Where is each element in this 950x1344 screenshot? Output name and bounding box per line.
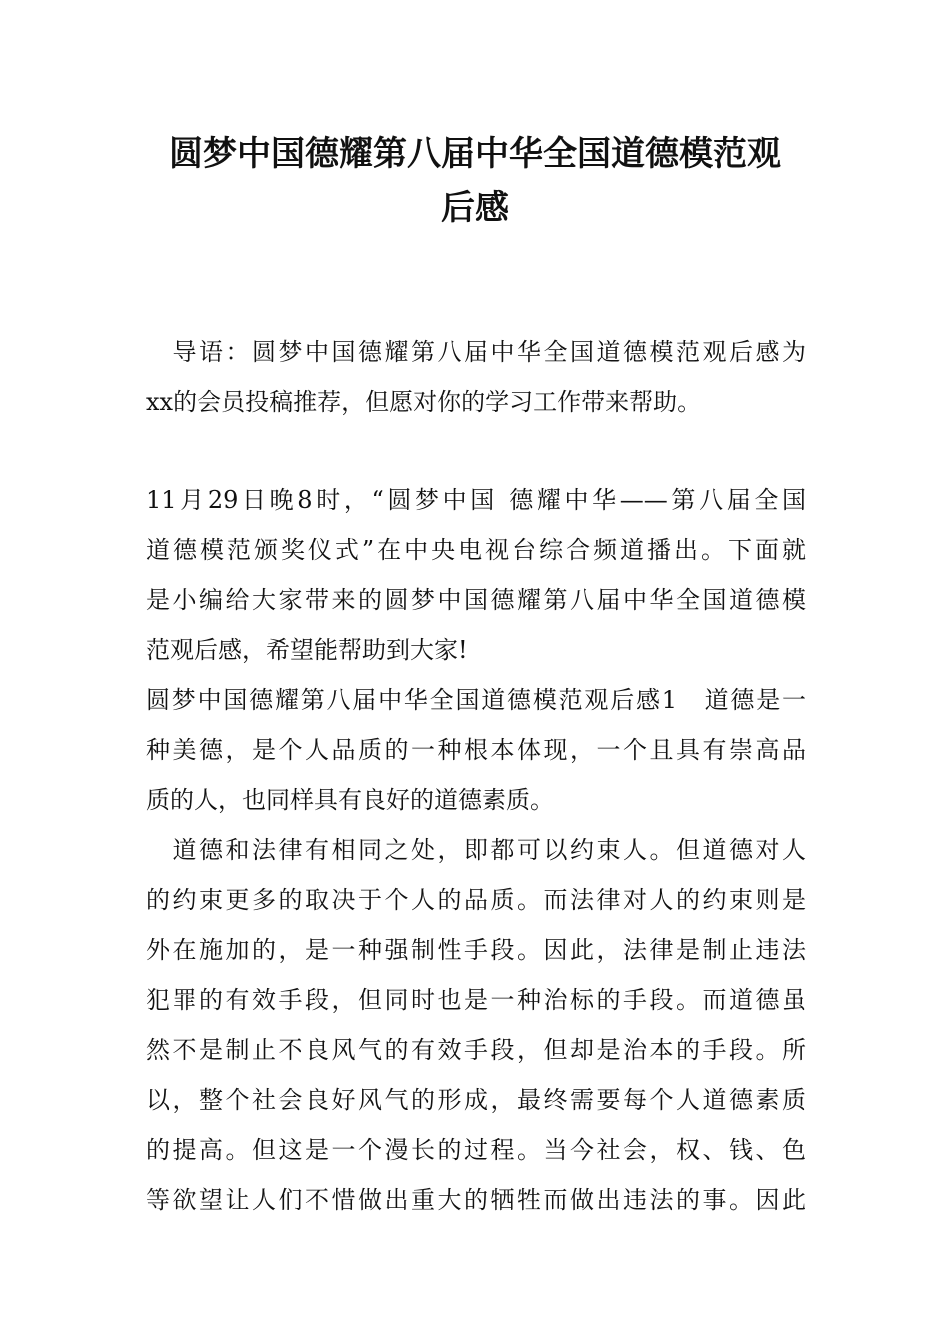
paragraph-1-line-1: 11月29日晚8时，“圆梦中国 德耀中华——第八届全国 [146, 486, 806, 514]
paragraph-1-line-3: 是小编给大家带来的圆梦中国德耀第八届中华全国道德模 [146, 586, 806, 614]
document-title-line-2: 后感 [441, 188, 509, 228]
paragraph-3-line-2: 的约束更多的取决于个人的品质。而法律对人的约束则是 [146, 886, 806, 914]
intro-line-2: xx的会员投稿推荐，但愿对你的学习工作带来帮助。 [146, 388, 702, 416]
paragraph-3-line-4: 犯罪的有效手段，但同时也是一种治标的手段。而道德虽 [146, 986, 806, 1014]
document-title-line-1: 圆梦中国德耀第八届中华全国道德模范观 [169, 134, 781, 174]
paragraph-3-line-5: 然不是制止不良风气的有效手段，但却是治本的手段。所 [146, 1036, 806, 1064]
paragraph-1-line-2: 道德模范颁奖仪式”在中央电视台综合频道播出。下面就 [146, 536, 806, 564]
intro-line-1: 导语：圆梦中国德耀第八届中华全国道德模范观后感为 [146, 338, 806, 366]
paragraph-3-line-7: 的提高。但这是一个漫长的过程。当今社会，权、钱、色 [146, 1136, 806, 1164]
paragraph-3-line-1: 道德和法律有相同之处，即都可以约束人。但道德对人 [146, 836, 806, 864]
paragraph-2-line-1: 圆梦中国德耀第八届中华全国道德模范观后感1 道德是一 [146, 686, 806, 714]
paragraph-3-line-6: 以，整个社会良好风气的形成，最终需要每个人道德素质 [146, 1086, 806, 1114]
paragraph-2-line-3: 质的人，也同样具有良好的道德素质。 [146, 786, 554, 814]
paragraph-3-line-3: 外在施加的，是一种强制性手段。因此，法律是制止违法 [146, 936, 806, 964]
paragraph-1-line-4: 范观后感，希望能帮助到大家! [146, 636, 468, 664]
paragraph-2-line-2: 种美德，是个人品质的一种根本体现，一个且具有崇高品 [146, 736, 806, 764]
paragraph-3-line-8: 等欲望让人们不惜做出重大的牺牲而做出违法的事。因此 [146, 1186, 806, 1214]
